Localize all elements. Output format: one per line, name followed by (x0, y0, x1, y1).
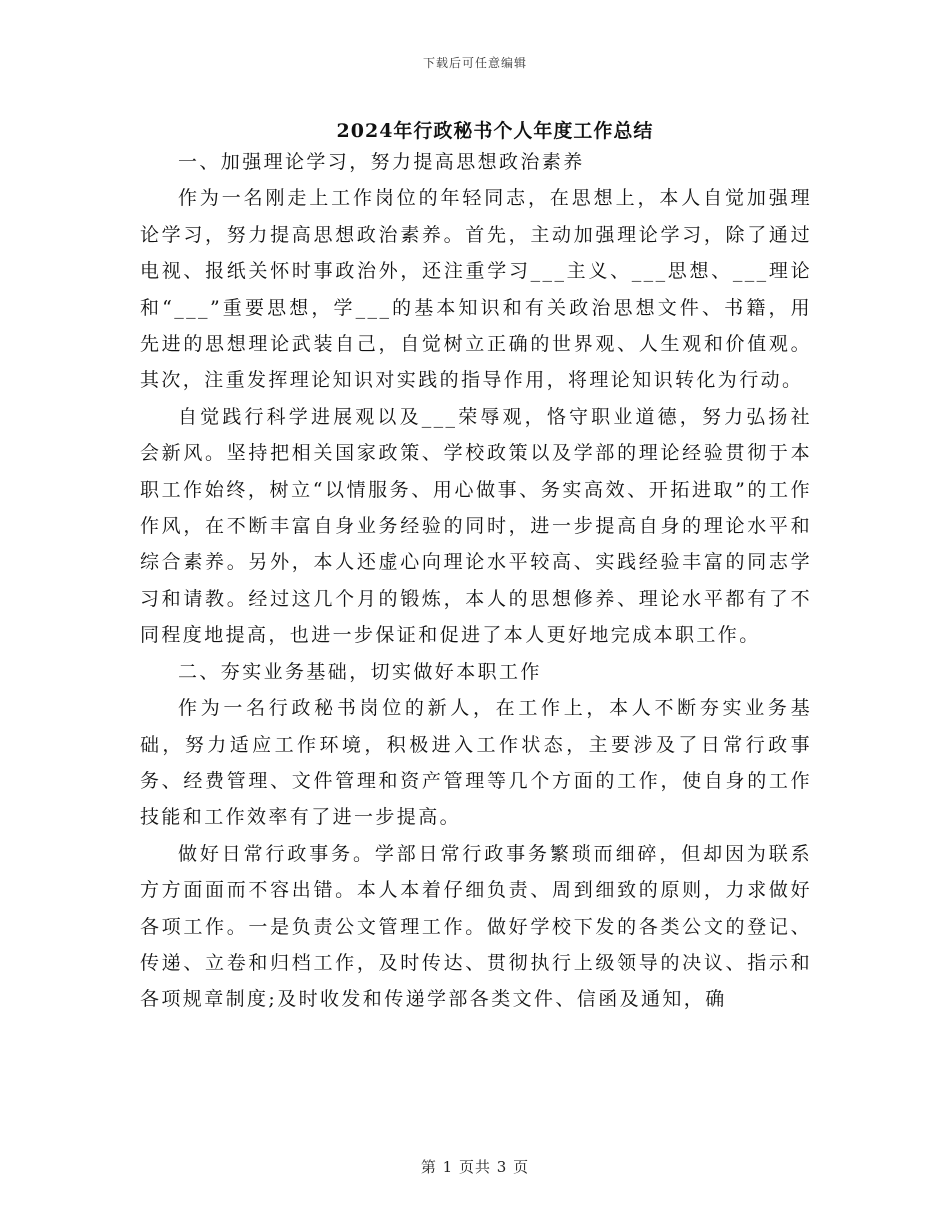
paragraph: 做好日常行政事务。学部日常行政事务繁琐而细碎，但却因为联系方方面面而不容出错。本人本着仔细负责、周到细致的原则，力求做好各项工作。一是负责公文管理工作。做好学校下发的各类公文的登记、传递、立卷和归档工作，及时传达、贯彻执行上级领导的决议、指示和各项规章制度;及时收发和传递学部各类文件、信函及通知，确 (140, 842, 812, 1011)
paragraph: 作为一名行政秘书岗位的新人，在工作上，本人不断夯实业务基础，努力适应工作环境，积极进入工作状态，主要涉及了日常行政事务、经费管理、文件管理和资产管理等几个方面的工作，使自身的工作技能和工作效率有了进一步提高。 (140, 697, 812, 829)
paragraph: 自觉践行科学进展观以及___荣辱观，恪守职业道德，努力弘扬社会新风。坚持把相关国家政策、学校政策以及学部的理论经验贯彻于本职工作始终，树立“以情服务、用心做事、务实高效、开拓进取”的工作作风，在不断丰富自身业务经验的同时，进一步提高自身的理论水平和综合素养。另外，本人还虚心向理论水平较高、实践经验丰富的同志学习和请教。经过这几个月的锻炼，本人的思想修养、理论水平都有了不同程度地提高，也进一步保证和促进了本人更好地完成本职工作。 (140, 405, 812, 647)
page-footer: 第 1 页共 3 页 (420, 1158, 530, 1176)
paragraph: 作为一名刚走上工作岗位的年轻同志，在思想上，本人自觉加强理论学习，努力提高思想政治素养。首先，主动加强理论学习，除了通过电视、报纸关怀时事政治外，还注重学习___主义、___思想、___理论和“___”重要思想，学___的基本知识和有关政治思想文件、书籍，用先进的思想理论武装自己，自觉树立正确的世界观、人生观和价值观。其次，注重发挥理论知识对实践的指导作用，将理论知识转化为行动。 (140, 187, 812, 392)
header-note: 下载后可任意编辑 (422, 56, 527, 70)
section-heading-2: 二、夯实业务基础，切实做好本职工作 (178, 660, 542, 683)
section-heading-1: 一、加强理论学习，努力提高思想政治素养 (178, 151, 585, 173)
document-title: 2024年行政秘书个人年度工作总结 (336, 120, 654, 142)
document-body (140, 144, 812, 1018)
